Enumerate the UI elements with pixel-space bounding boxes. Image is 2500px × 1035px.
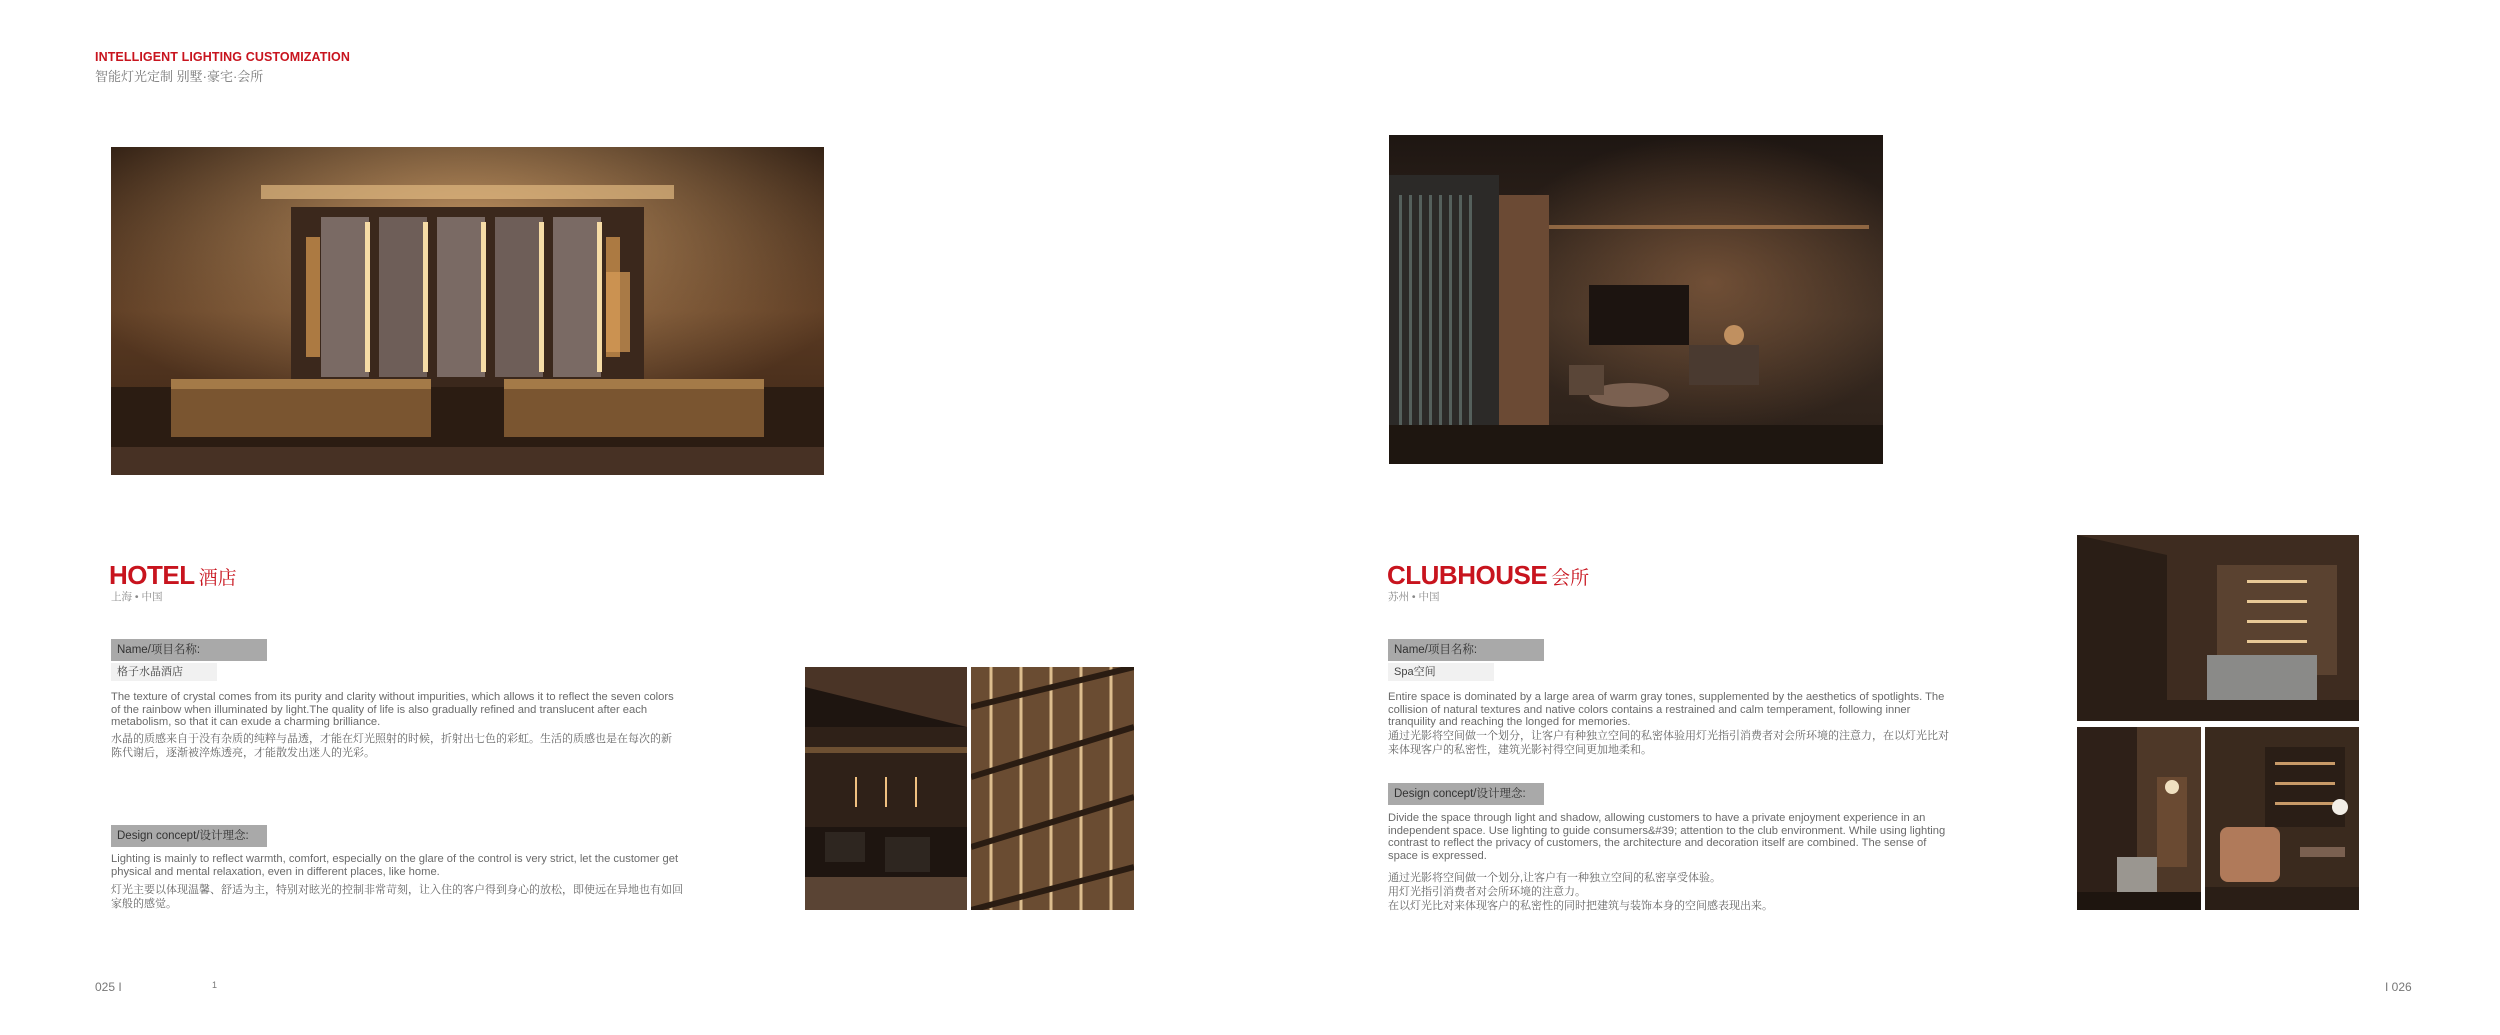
hotel-lattice-photo (971, 667, 1134, 910)
hotel-description-cn: 水晶的质感来自于没有杂质的纯粹与晶透，才能在灯光照射的时候，折射出七色的彩虹。生活的质感也是在每次的新陈代谢后，逐渐被淬炼透亮，才能散发出迷人的光彩。 (111, 733, 672, 759)
clubhouse-concept-cn-2: 用灯光指引消费者对会所环境的注意力。 (1388, 886, 1586, 898)
hotel-concept-en: Lighting is mainly to reflect warmth, comfort, especially on the glare of the control is very strict, let the customer get physical and mental relaxation, even in different places, like home. (111, 853, 679, 878)
hotel-concept-label: Design concept/设计理念: (111, 825, 267, 847)
page-number-left: 025 I (95, 980, 122, 994)
clubhouse-corridor-photo (2077, 727, 2201, 910)
clubhouse-title-en: CLUBHOUSE (1387, 560, 1548, 590)
hotel-name-label: Name/项目名称: (111, 639, 267, 661)
hotel-location: 上海 • 中国 (111, 591, 163, 603)
hotel-title-en: HOTEL (109, 560, 195, 590)
hotel-description-en: The texture of crystal comes from its purity and clarity without impurities, which allows it to reflect the seven colors of the rainbow when illuminated by light.The quality of life is also gradually refined and translucent after each metabolism, so that it can exude a charming brilliance. (111, 691, 674, 728)
brand-subtitle: 智能灯光定制 别墅·豪宅·会所 (95, 69, 264, 84)
hotel-title-cn: 酒店 (198, 568, 237, 589)
clubhouse-name-label: Name/项目名称: (1388, 639, 1544, 661)
clubhouse-concept-label: Design concept/设计理念: (1388, 783, 1544, 805)
clubhouse-lounge-photo (1389, 135, 1883, 464)
page-number-right: I 026 (2385, 980, 2412, 994)
clubhouse-title-cn: 会所 (1551, 568, 1590, 589)
clubhouse-description-cn: 通过光影将空间做一个划分，让客户有种独立空间的私密体验用灯光指引消费者对会所环境的注意力，在以灯光比对来体现客户的私密性，建筑光影衬得空间更加地柔和。 (1388, 730, 1949, 756)
hotel-name-value: 格子水晶酒店 (111, 663, 217, 681)
hotel-title (109, 560, 237, 591)
hotel-concept-cn: 灯光主要以体现温馨、舒适为主，特别对眩光的控制非常苛刻，让入住的客户得到身心的放松，即使远在异地也有如回家般的感觉。 (111, 884, 683, 910)
hotel-corridor-photo (805, 667, 967, 910)
clubhouse-name-value: Spa空间 (1388, 663, 1494, 681)
clubhouse-concept-en: Divide the space through light and shadow, allowing customers to have a private enjoyment experience in an independent space. Use lighting to guide consumers&#39; attention to the club environment. While using lighting contrast to reflect the privacy of customers, the architecture and decoration itself are combined. The sense of space is expressed. (1388, 812, 1946, 862)
clubhouse-spa-reception-photo (2077, 535, 2359, 721)
hotel-lobby-photo (111, 147, 824, 475)
clubhouse-lounge-chair-photo (2205, 727, 2359, 910)
brand-title: INTELLIGENT LIGHTING CUSTOMIZATION (95, 50, 351, 64)
clubhouse-title (1387, 560, 1589, 591)
clubhouse-concept-cn-1: 通过光影将空间做一个划分,让客户有一种独立空间的私密享受体验。 (1388, 872, 1722, 884)
clubhouse-concept-cn-3: 在以灯光比对来体现客户的私密性的同时把建筑与装饰本身的空间感表现出来。 (1388, 900, 1773, 912)
clubhouse-description-en: Entire space is dominated by a large area of warm gray tones, supplemented by the aesthetics of spotlights. The collision of natural textures and native colors contains a restrained and calm temperament, following inner tranquility and reaching the longed for memories. (1388, 691, 1945, 728)
page-left-mark: 1 (212, 980, 218, 990)
clubhouse-location: 苏州 • 中国 (1388, 591, 1440, 603)
